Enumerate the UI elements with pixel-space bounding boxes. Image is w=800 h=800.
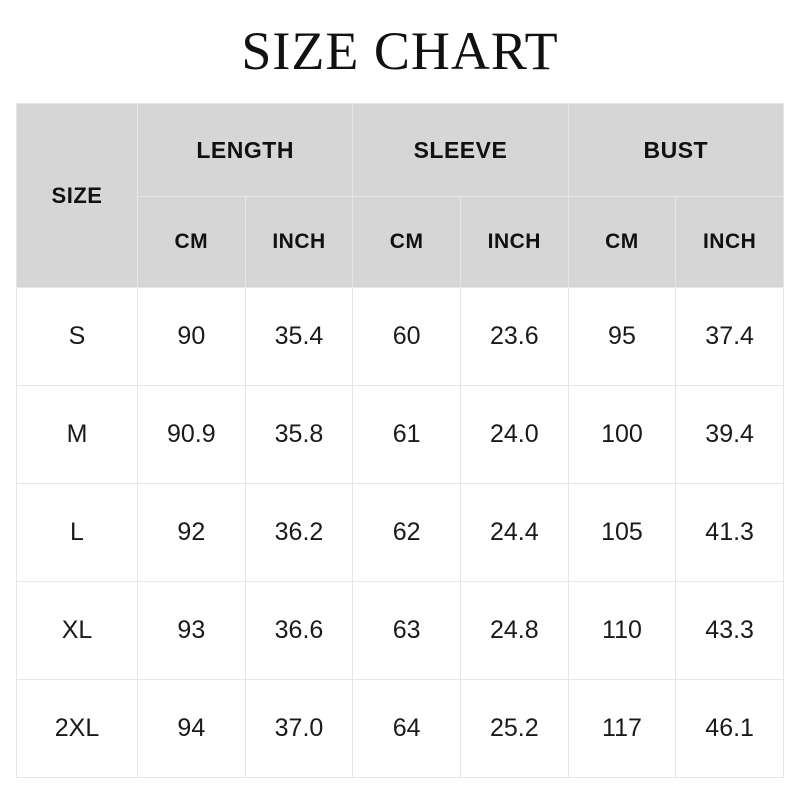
cell-size: L	[17, 484, 138, 582]
page-title: SIZE CHART	[241, 21, 559, 81]
cell-sleeve-cm: 63	[353, 582, 461, 680]
header-length-inch: INCH	[245, 197, 353, 288]
cell-length-cm: 93	[138, 582, 246, 680]
header-row-groups	[17, 104, 784, 197]
cell-length-inch: 36.6	[245, 582, 353, 680]
cell-length-cm: 92	[138, 484, 246, 582]
cell-sleeve-inch: 24.4	[460, 484, 568, 582]
cell-length-inch: 37.0	[245, 680, 353, 778]
header-sleeve-inch: INCH	[460, 197, 568, 288]
cell-length-inch: 36.2	[245, 484, 353, 582]
table-row	[17, 582, 784, 680]
header-group-length: LENGTH	[138, 104, 353, 197]
table-row	[17, 484, 784, 582]
cell-sleeve-inch: 24.0	[460, 386, 568, 484]
cell-bust-inch: 39.4	[676, 386, 784, 484]
cell-sleeve-cm: 60	[353, 288, 461, 386]
cell-sleeve-inch: 24.8	[460, 582, 568, 680]
cell-length-inch: 35.4	[245, 288, 353, 386]
header-bust-inch: INCH	[676, 197, 784, 288]
cell-size: 2XL	[17, 680, 138, 778]
cell-bust-inch: 46.1	[676, 680, 784, 778]
cell-bust-cm: 95	[568, 288, 676, 386]
cell-bust-inch: 41.3	[676, 484, 784, 582]
header-group-sleeve: SLEEVE	[353, 104, 568, 197]
cell-size: S	[17, 288, 138, 386]
cell-bust-cm: 100	[568, 386, 676, 484]
cell-sleeve-cm: 64	[353, 680, 461, 778]
cell-size: M	[17, 386, 138, 484]
table-row	[17, 386, 784, 484]
cell-length-cm: 90.9	[138, 386, 246, 484]
header-bust-cm: CM	[568, 197, 676, 288]
cell-sleeve-cm: 62	[353, 484, 461, 582]
cell-sleeve-cm: 61	[353, 386, 461, 484]
cell-length-inch: 35.8	[245, 386, 353, 484]
header-size: SIZE	[17, 104, 138, 288]
size-chart-table	[16, 103, 784, 778]
cell-size: XL	[17, 582, 138, 680]
table-row	[17, 288, 784, 386]
table-header	[17, 104, 784, 288]
cell-sleeve-inch: 25.2	[460, 680, 568, 778]
header-sleeve-cm: CM	[353, 197, 461, 288]
cell-length-cm: 94	[138, 680, 246, 778]
cell-length-cm: 90	[138, 288, 246, 386]
cell-bust-cm: 117	[568, 680, 676, 778]
cell-bust-inch: 43.3	[676, 582, 784, 680]
cell-sleeve-inch: 23.6	[460, 288, 568, 386]
cell-bust-cm: 110	[568, 582, 676, 680]
cell-bust-cm: 105	[568, 484, 676, 582]
table-body	[17, 288, 784, 778]
cell-bust-inch: 37.4	[676, 288, 784, 386]
header-length-cm: CM	[138, 197, 246, 288]
header-group-bust: BUST	[568, 104, 783, 197]
table-row	[17, 680, 784, 778]
